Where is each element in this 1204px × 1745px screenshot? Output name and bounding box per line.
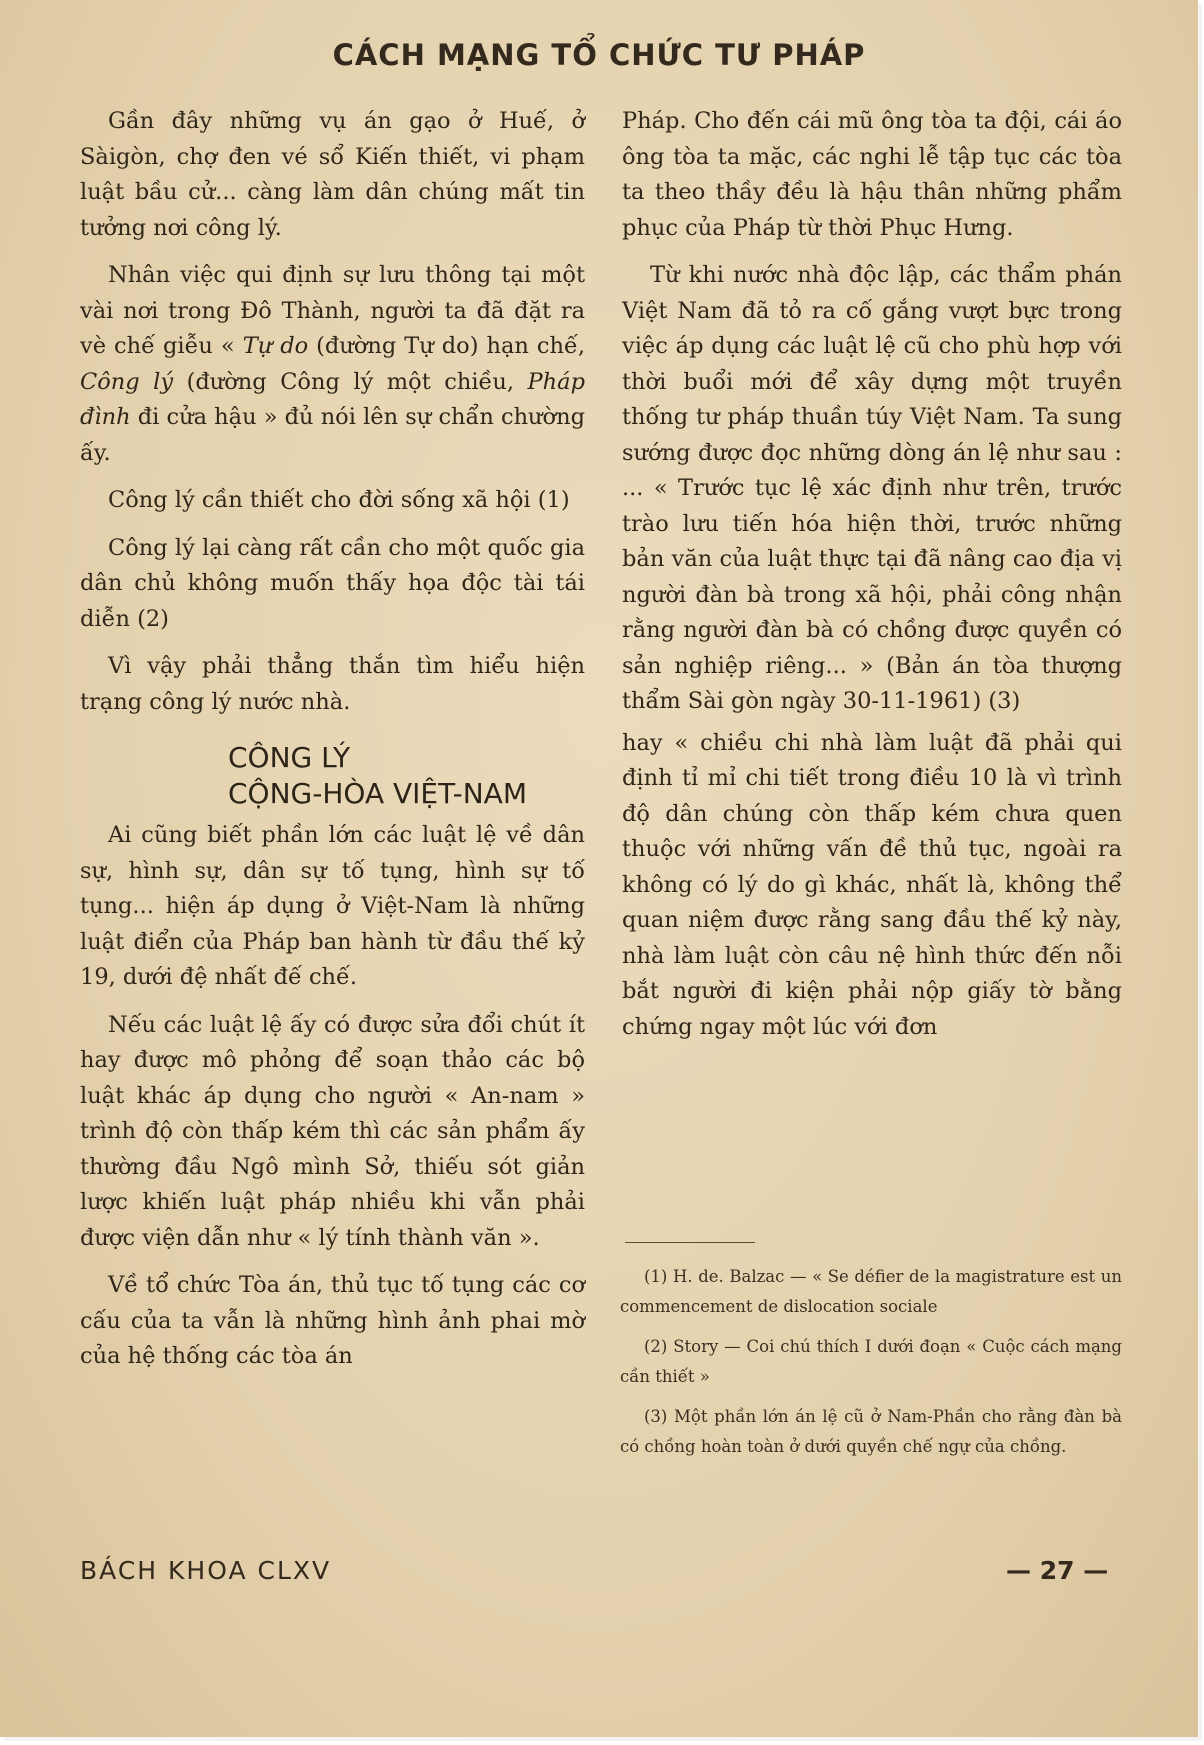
paragraph: Pháp. Cho đến cái mũ ông tòa ta đội, cái áo ông tòa ta mặc, các nghi lễ tập tục các tòa ta theo thầy đều là hậu thân những phẩm phục của Pháp từ thời Phục Hưng. <box>622 108 1122 241</box>
text-run: Nhân việc qui định sự lưu thông tại một vài nơi trong Đô Thành, người ta đã đặt ra vè chế giễu « <box>80 262 585 359</box>
paragraph <box>80 258 585 471</box>
paragraph: Vì vậy phải thẳng thắn tìm hiểu hiện trạng công lý nước nhà. <box>80 653 585 715</box>
section-heading <box>228 740 585 812</box>
paragraph: hay « chiều chi nhà làm luật đã phải qui định tỉ mỉ chi tiết trong điều 10 là vì trình độ dân chúng còn thấp kém chưa quen thuộc với những vấn đề thủ tục, ngoài ra không có lý do gì khác, nhất là, không thể quan niệm được rằng sang đầu thế kỷ này, nhà làm luật còn câu nệ hình thức đến nỗi bắt người đi kiện phải nộp giấy tờ bằng chứng ngay một lúc với đơn <box>622 729 1122 1040</box>
paragraph: Từ khi nước nhà độc lập, các thẩm phán Việt Nam đã tỏ ra cố gắng vượt bực trong việc áp dụng các luật lệ cũ cho phù hợp với thời buổi mới để xây dựng một truyền thống tư pháp thuần túy Việt Nam. Ta sung sướng được đọc những dòng án lệ như sau : ... « Trước tục lệ xác định như trên, trước trào lưu tiến hóa hiện thời, trước những bản văn của luật thực tại đã nâng cao địa vị người đàn bà trong xã hội, phải công nhận rằng người đàn bà có chồng được quyền có sản nghiệp riêng... » (Bản án tòa thượng thẩm Sài gòn ngày 30-11-1961) (3) <box>622 262 1122 714</box>
footnote: (2) Story — Coi chú thích I dưới đoạn « Cuộc cách mạng cần thiết » <box>620 1337 1122 1386</box>
publication-name: BÁCH KHOA CLXV <box>80 1556 332 1585</box>
text-run: (đường Tự do) hạn chế, <box>308 333 585 359</box>
text-run: đi cửa hậu » đủ nói lên sự chẩn chường ấy. <box>80 404 585 466</box>
left-column <box>80 104 585 1387</box>
paragraph: Gần đây những vụ án gạo ở Huế, ở Sàigòn, chợ đen vé sổ Kiến thiết, vi phạm luật bầu cử... càng làm dân chúng mất tin tưởng nơi công lý. <box>80 108 585 241</box>
footnotes <box>620 1262 1122 1472</box>
paragraph: Về tổ chức Tòa án, thủ tục tố tụng các cơ cấu của ta vẫn là những hình ảnh phai mờ của hệ thống các tòa án <box>80 1272 585 1369</box>
right-column <box>622 104 1122 1057</box>
page-header-title: CÁCH MẠNG TỔ CHỨC TƯ PHÁP <box>332 38 866 72</box>
italic-phrase: Công lý <box>80 368 174 395</box>
italic-phrase: Pháp đình <box>80 368 585 430</box>
paragraph: Nếu các luật lệ ấy có được sửa đổi chút ít hay được mô phỏng để soạn thảo các bộ luật khác áp dụng cho người « An-nam » trình độ còn thấp kém thì các sản phẩm ấy thường đầu Ngô mình Sở, thiếu sót giản lược khiến luật pháp nhiều khi vẫn phải được viện dẫn như « lý tính thành văn ». <box>80 1011 585 1251</box>
section-heading-line: CỘNG-HÒA VIỆT-NAM <box>228 777 527 810</box>
paragraph: Công lý cần thiết cho đời sống xã hội (1) <box>108 487 570 513</box>
footnote-divider <box>625 1242 755 1243</box>
paragraph: Ai cũng biết phần lớn các luật lệ về dân sự, hình sự, dân sự tố tụng, hình sự tố tụng... hiện áp dụng ở Việt-Nam là những luật điển của Pháp ban hành từ đầu thế kỷ 19, dưới đệ nhất đế chế. <box>80 822 585 990</box>
footnote: (3) Một phần lớn án lệ cũ ở Nam-Phần cho rằng đàn bà có chồng hoàn toàn ở dưới quyền chế ngự của chồng. <box>620 1407 1122 1456</box>
text-run: (đường Công lý một chiều, <box>173 368 528 395</box>
section-heading-line: CÔNG LÝ <box>228 741 351 774</box>
page-number: — 27 — <box>1006 1556 1109 1585</box>
footnote: (1) H. de. Balzac — « Se défier de la magistrature est un commencement de dislocation sociale <box>620 1267 1122 1316</box>
italic-phrase: Tự do <box>242 333 309 359</box>
paragraph: Công lý lại càng rất cần cho một quốc gia dân chủ không muốn thấy họa độc tài tái diễn (2) <box>80 534 585 632</box>
